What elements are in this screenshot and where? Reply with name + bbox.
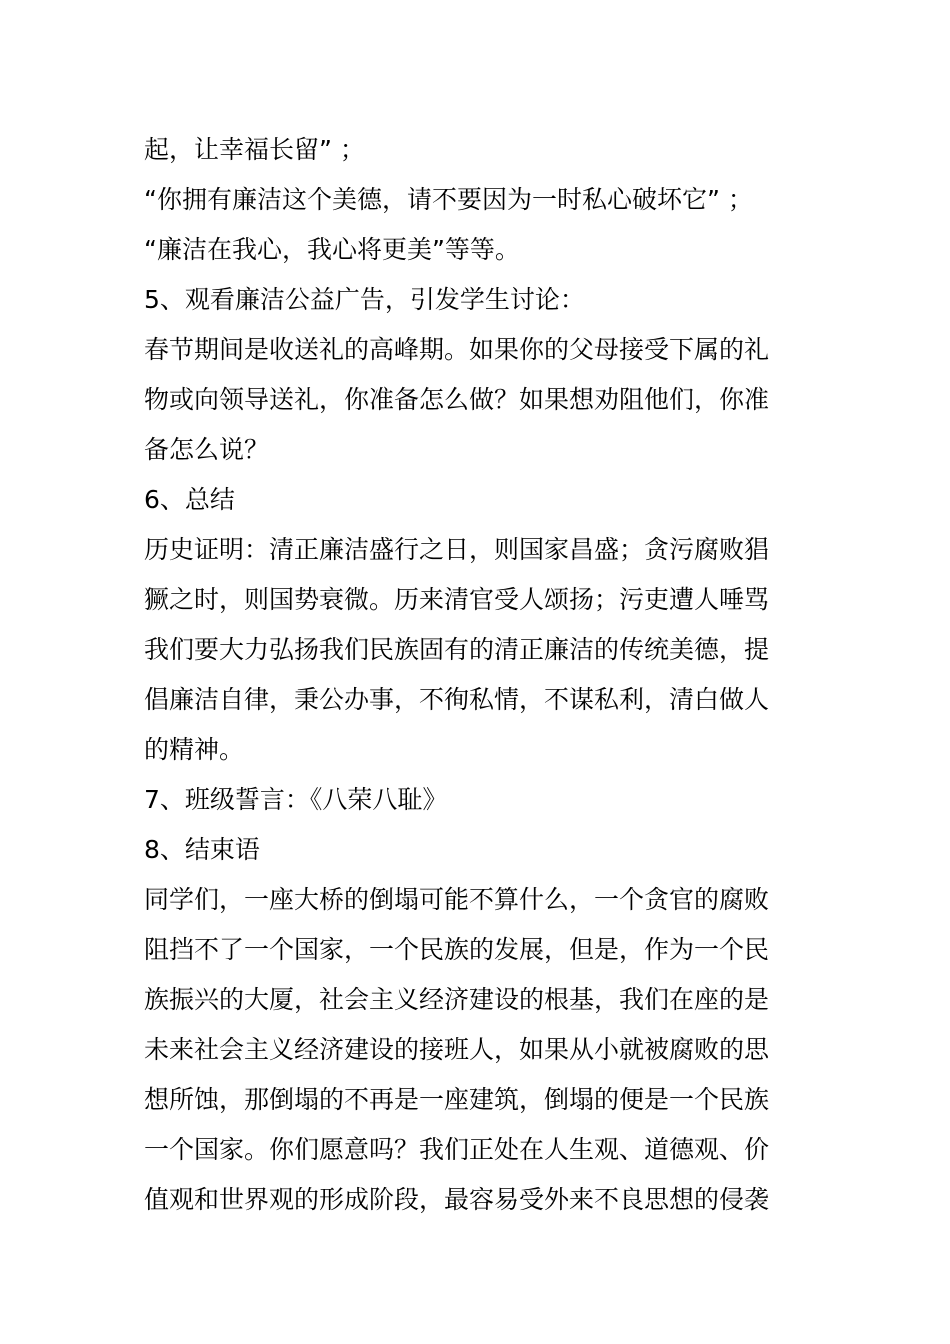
text-line-20: 想所蚀，那倒塌的不再是一座建筑，倒塌的便是一个民族: [144, 1085, 770, 1114]
section-heading-8: 8、结束语: [144, 835, 260, 864]
text-line-9: 历史证明：清正廉洁盛行之日，则国家昌盛；贪污腐败猖: [144, 535, 770, 564]
text-line-10: 獗之时，则国势衰微。历来清官受人颂扬；污吏遭人唾骂: [144, 585, 770, 614]
text-line-22: 值观和世界观的形成阶段，最容易受外来不良思想的侵袭: [144, 1185, 770, 1214]
text-line-5: 春节期间是收送礼的高峰期。如果你的父母接受下属的礼: [144, 335, 770, 364]
text-line-2: “你拥有廉洁这个美德，请不要因为一时私心破坏它” ；: [144, 185, 753, 214]
text-line-16: 同学们，一座大桥的倒塌可能不算什么，一个贪官的腐败: [144, 885, 770, 914]
body-text: [144, 125, 814, 1225]
text-line-6: 物或向领导送礼，你准备怎么做？如果想劝阻他们，你准: [144, 385, 770, 414]
text-line-11: 我们要大力弘扬我们民族固有的清正廉洁的传统美德，提: [144, 635, 770, 664]
text-line-1: 起，让幸福长留” ；: [144, 135, 365, 164]
section-heading-5: 5、观看廉洁公益广告，引发学生讨论：: [144, 285, 585, 314]
text-line-12: 倡廉洁自律，秉公办事，不徇私情，不谋私利，清白做人: [144, 685, 770, 714]
text-line-7: 备怎么说？: [144, 435, 270, 464]
text-line-13: 的精神。: [144, 735, 245, 764]
section-heading-7: 7、班级誓言：《八荣八耻》: [144, 785, 448, 814]
text-line-19: 未来社会主义经济建设的接班人，如果从小就被腐败的思: [144, 1035, 770, 1064]
text-line-18: 族振兴的大厦，社会主义经济建设的根基，我们在座的是: [144, 985, 770, 1014]
text-line-3: “廉洁在我心，我心将更美”等等。: [144, 235, 520, 264]
section-heading-6: 6、总结: [144, 485, 235, 514]
text-line-17: 阻挡不了一个国家，一个民族的发展，但是，作为一个民: [144, 935, 770, 964]
text-line-21: 一个国家。你们愿意吗？我们正处在人生观、道德观、价: [144, 1135, 770, 1164]
